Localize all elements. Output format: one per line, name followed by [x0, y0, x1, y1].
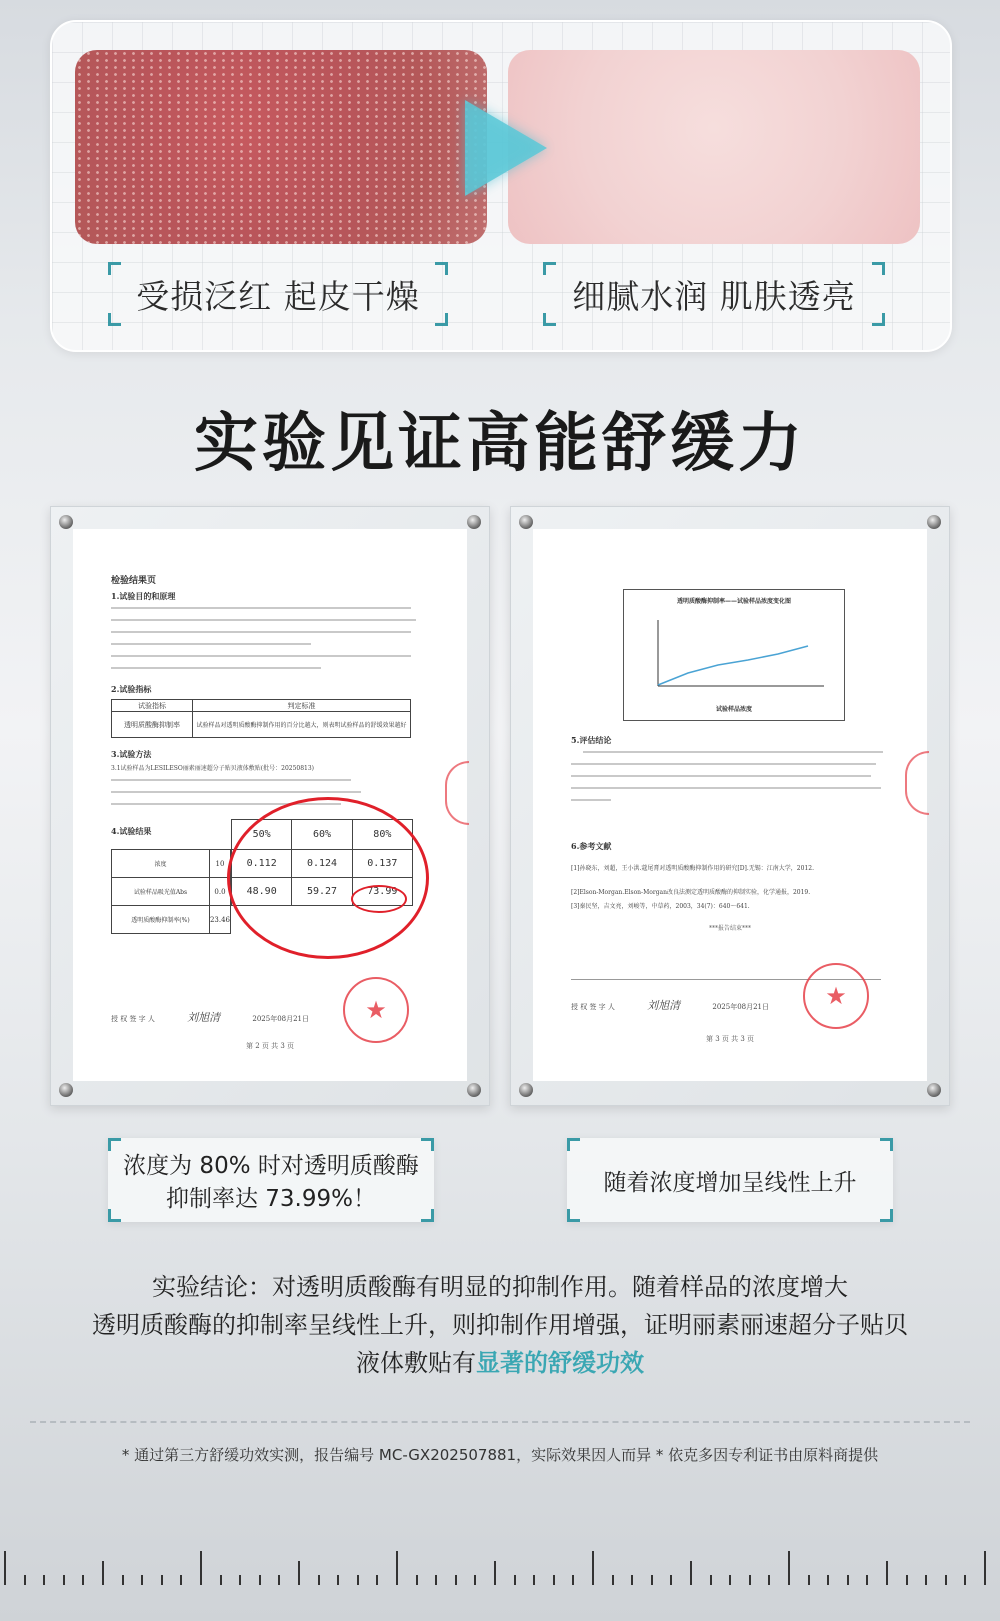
screw-icon: [59, 515, 73, 529]
chart-xlabel: 试验样品浓度: [715, 706, 752, 713]
section-heading: 4.试验结果: [111, 826, 152, 836]
reference-2: [2]Elson-Morgan.Elson-Morgan改良法测定透明质酸酶的抑制实验，化学通报，2019.: [571, 889, 811, 896]
ruler-tick: [259, 1575, 261, 1585]
section-heading: 5.评估结论: [571, 735, 612, 745]
callout-right-text: 随着浓度增加呈线性上升: [603, 1169, 857, 1196]
ruler-tick: [141, 1575, 143, 1585]
ruler-tick: [180, 1575, 182, 1585]
signature: 刘旭清: [647, 999, 681, 1012]
conclusion-line3: 液体敷贴有显著的舒缓功效: [356, 1349, 644, 1377]
healthy-skin-photo: [508, 50, 920, 244]
highlight-rate-cell: 73.99: [352, 878, 412, 906]
after-caption-box: [543, 262, 885, 326]
official-seal-stamp: ★: [803, 963, 869, 1029]
footnote: * 通过第三方舒缓功效实测，报告编号 MC-GX202507881，实际效果因人而异 * 依克多因专利证书由原料商提供: [121, 1446, 879, 1464]
ruler-tick: [474, 1575, 476, 1585]
screw-icon: [927, 1083, 941, 1097]
callout-left-line2: 抑制率达 73.99%！: [165, 1186, 376, 1212]
before-caption: 受损泛红 起皮干燥: [136, 276, 420, 316]
report-frame-left: [50, 506, 490, 1106]
report-frame-right: [510, 506, 950, 1106]
report-end: ***报告结束***: [708, 925, 751, 932]
callout-left-line1: 浓度为 80% 时对透明质酸酶: [123, 1153, 419, 1179]
ruler-tick: [396, 1551, 398, 1585]
ruler-tick: [239, 1575, 241, 1585]
report-title: 检验结果页: [111, 576, 157, 586]
ruler-tick: [886, 1561, 888, 1585]
before-caption-box: [108, 262, 448, 326]
indicator-table: 试验指标 判定标准 透明质酸酶抑制率 试验样品对透明质酸酶抑制作用的百分比越大，则表明试验样品的舒缓效果越好: [111, 699, 411, 738]
seal-stamp-edge: [445, 761, 469, 825]
ruler-tick: [63, 1575, 65, 1585]
ruler-tick: [376, 1575, 378, 1585]
chart-plot: [624, 590, 844, 720]
ruler-tick: [200, 1551, 202, 1585]
ruler-tick: [651, 1575, 653, 1585]
ruler-tick: [906, 1575, 908, 1585]
ruler-tick: [298, 1561, 300, 1585]
ruler-tick: [318, 1575, 320, 1585]
ruler-tick: [494, 1561, 496, 1585]
ruler-tick: [690, 1561, 692, 1585]
ruler-tick: [416, 1575, 418, 1585]
ruler-tick: [964, 1575, 966, 1585]
ruler-tick: [788, 1551, 790, 1585]
ruler-tick: [631, 1575, 633, 1585]
page-number: 第 2 页 共 3 页: [245, 1042, 295, 1050]
ruler-tick: [592, 1551, 594, 1585]
ruler-tick: [729, 1575, 731, 1585]
ruler-tick: [945, 1575, 947, 1585]
chart-series-line: [658, 646, 808, 685]
ruler-tick: [122, 1575, 124, 1585]
screw-icon: [467, 1083, 481, 1097]
callout-right: [567, 1138, 893, 1222]
section-heading: 6.参考文献: [571, 841, 612, 851]
page-number: 第 3 页 共 3 页: [705, 1035, 755, 1043]
ruler-tick: [102, 1561, 104, 1585]
screw-icon: [927, 515, 941, 529]
ruler-tick: [43, 1575, 45, 1585]
conclusion-line2: 透明质酸酶的抑制率呈线性上升，则抑制作用增强，证明丽素丽速超分子贴贝: [92, 1311, 908, 1339]
signature: 刘旭清: [187, 1011, 221, 1024]
reference-3: [3]秦民坚，吉文亮，刘峻等，中草药，2003，34(7)：640～641.: [571, 903, 750, 910]
ruler-tick: [847, 1575, 849, 1585]
ruler-tick: [24, 1575, 26, 1585]
callout-left: [108, 1138, 434, 1222]
conclusion-highlight: 显著的舒缓功效: [476, 1349, 644, 1377]
ruler-tick: [827, 1575, 829, 1585]
ruler-tick: [749, 1575, 751, 1585]
divider: [30, 1421, 970, 1423]
results-table: 50% 60% 80% 0.112 0.124 0.137 48.90 59.27 73.99: [231, 819, 413, 906]
official-seal-stamp: ★: [343, 977, 409, 1043]
ruler-tick: [4, 1551, 6, 1585]
screw-icon: [519, 1083, 533, 1097]
headline: 实验见证高能舒缓力: [194, 407, 806, 481]
ruler-tick: [925, 1575, 927, 1585]
after-caption: 细腻水润 肌肤透亮: [572, 276, 856, 316]
screw-icon: [467, 515, 481, 529]
reference-1: [1]孙晓东，刘超，王小洪.蔻尾膏对透明质酸酶抑制作用的研究[D].无锡：江南大学，2012.: [571, 865, 814, 872]
conclusion-line1: 实验结论：对透明质酸酶有明显的抑制作用。随着样品的浓度增大: [152, 1273, 848, 1301]
ruler-tick: [670, 1575, 672, 1585]
ruler-tick: [435, 1575, 437, 1585]
ruler-tick: [455, 1575, 457, 1585]
ruler-tick: [533, 1575, 535, 1585]
ruler-tick: [553, 1575, 555, 1585]
ruler-tick: [612, 1575, 614, 1585]
ruler-tick: [161, 1575, 163, 1585]
section-heading: 1.试验目的和原理: [111, 591, 176, 601]
ruler-tick: [808, 1575, 810, 1585]
ruler-tick: [866, 1575, 868, 1585]
highlight-oval: [351, 885, 407, 913]
inhibition-chart: [623, 589, 845, 721]
section-heading: 2.试验指标: [111, 684, 152, 694]
decorative-ruler: [0, 1545, 1000, 1585]
signer-row: 授 权 签 字 人 刘旭清 2025年08月21日: [111, 1011, 310, 1024]
screw-icon: [519, 515, 533, 529]
section-heading: 3.试验方法: [111, 749, 152, 759]
ruler-tick: [357, 1575, 359, 1585]
ruler-tick: [278, 1575, 280, 1585]
ruler-tick: [337, 1575, 339, 1585]
ruler-tick: [710, 1575, 712, 1585]
arrow-right-icon: [465, 100, 547, 196]
ruler-tick: [572, 1575, 574, 1585]
seal-stamp-edge: [905, 751, 929, 815]
ruler-tick: [82, 1575, 84, 1585]
ruler-tick: [514, 1575, 516, 1585]
ruler-tick: [220, 1575, 222, 1585]
conclusion: [40, 1268, 960, 1382]
chart-title: 透明质酸酶抑制率——试验样品浓度变化图: [676, 598, 791, 605]
ruler-tick: [984, 1551, 986, 1585]
ruler-tick: [768, 1575, 770, 1585]
highlight-circle: [227, 797, 429, 959]
signer-row: 授 权 签 字 人 刘旭清 2025年08月21日: [571, 999, 770, 1012]
report-page-2: 检验结果页 1.试验目的和原理 2.试验指标 试验指标 判定标准 透明质酸酶抑制率 试验样品对透明质酸酶抑制作用的百分比越大，则表明试验样品的舒缓效果越好 3.试验方法 3.1试验样品为LESILESO丽素丽速超分子贴贝液体敷贴(批号：20250813) 4.试验结果 浓度 10 试验样品吸光值Abs 0.0 透明质酸酶抑制率(%) 23.46 50% 60% 80% 0.112 0.124 0.137 48.90 59.27 73.99 授 权 签 字 人 刘旭清 2025年08月21日 ★ 第 2 页 共 3 页: [73, 529, 467, 1081]
report-page-3: [533, 529, 927, 1081]
damaged-skin-photo: [75, 50, 487, 244]
screw-icon: [59, 1083, 73, 1097]
results-row-labels: 浓度 10 试验样品吸光值Abs 0.0 透明质酸酶抑制率(%) 23.46: [111, 849, 231, 934]
